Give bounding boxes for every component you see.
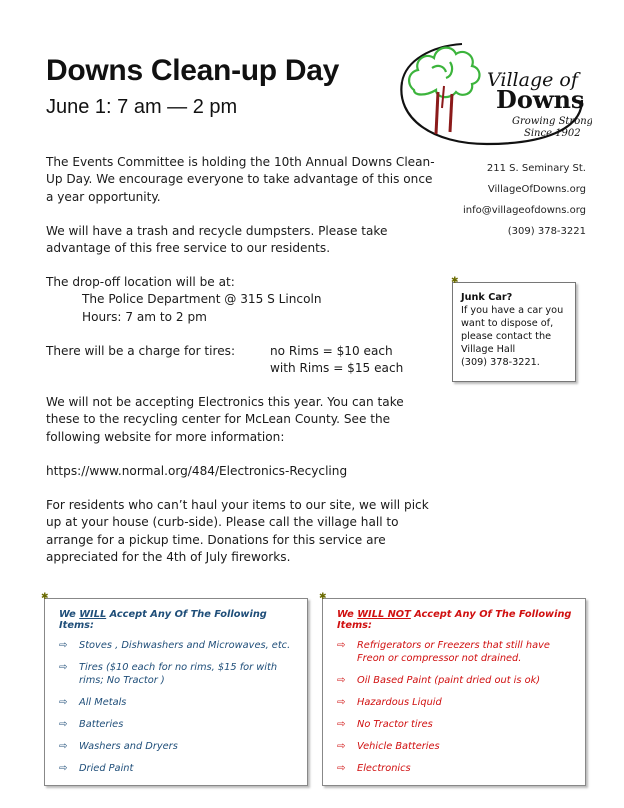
location-paragraph	[46, 274, 436, 326]
list-item	[59, 762, 297, 775]
list-item	[59, 718, 297, 731]
list-item	[337, 762, 575, 775]
list-item-text: No Tractor tires	[357, 719, 433, 730]
arrow-icon: ⇨	[59, 741, 68, 752]
list-item-text: Dried Paint	[79, 763, 134, 774]
arrow-icon: ⇨	[337, 763, 346, 774]
arrow-icon: ⇨	[337, 697, 346, 708]
logo-graphic	[392, 38, 592, 150]
list-item	[337, 718, 575, 731]
list-item-text: Refrigerators or Freezers that still have Freon or compressor not drained.	[357, 640, 550, 664]
arrow-icon: ⇨	[59, 763, 68, 774]
arrow-icon: ⇨	[59, 662, 68, 673]
tire-charge-label: There will be a charge for tires:	[46, 343, 236, 358]
rejected-items-box	[319, 592, 586, 786]
junk-car-phone: (309) 378-3221.	[461, 357, 540, 368]
rejected-list	[337, 639, 575, 775]
list-item	[59, 639, 297, 652]
accepted-list	[59, 639, 297, 775]
list-item	[59, 696, 297, 709]
logo-tagline: Growing Strong	[512, 116, 592, 127]
location-intro: The drop-off location will be at:	[46, 275, 235, 290]
pushpin-icon: ✱	[41, 592, 49, 602]
website-link[interactable]: VillageOfDowns.org	[487, 184, 586, 195]
logo-line2: Downs	[496, 85, 585, 114]
pushpin-icon: ✱	[451, 276, 459, 286]
list-item-text: Vehicle Batteries	[357, 741, 440, 752]
accepted-items-box	[41, 592, 308, 786]
phone: (309) 378-3221	[507, 226, 586, 237]
pickup-paragraph: For residents who can’t haul your items to our site, we will pick up at your house (curb-side). Please call the village hall to arrange for a pickup time. Donations for this service are appreciated for the 4th of July fireworks.	[46, 497, 429, 564]
email-link[interactable]: info@villageofdowns.org	[462, 205, 586, 216]
list-item-text: Hazardous Liquid	[357, 697, 442, 708]
accepted-heading: We WILL Accept Any Of The Following Items:	[59, 609, 267, 631]
rejected-heading: We WILL NOT Accept Any Of The Following Items:	[337, 609, 572, 631]
location-address: The Police Department @ 315 S Lincoln	[82, 292, 322, 307]
tire-no-rims: no Rims = $10 each	[270, 343, 393, 358]
village-logo	[392, 38, 592, 150]
arrow-icon: ⇨	[337, 719, 346, 730]
list-item	[59, 740, 297, 753]
arrow-icon: ⇨	[337, 675, 346, 686]
electronics-url[interactable]: https://www.normal.org/484/Electronics-Recycling	[46, 463, 348, 478]
junk-car-text: If you have a car you want to dispose of, please contact the Village Hall	[461, 305, 564, 355]
electronics-paragraph: We will not be accepting Electronics this year. You can take these to the recycling center for McLean County. See the following website for more information:	[46, 395, 404, 444]
list-item	[337, 740, 575, 753]
list-item	[59, 661, 297, 687]
arrow-icon: ⇨	[337, 640, 346, 651]
logo-since: Since 1902	[524, 128, 581, 139]
arrow-icon: ⇨	[59, 697, 68, 708]
dumpster-paragraph: We will have a trash and recycle dumpsters. Please take advantage of this free service to our residents.	[46, 223, 388, 256]
logo-line1: Village of	[487, 69, 578, 91]
list-item-text: Washers and Dryers	[79, 741, 178, 752]
list-item-text: Oil Based Paint (paint dried out is ok)	[357, 675, 541, 686]
intro-paragraph: The Events Committee is holding the 10th Annual Downs Clean-Up Day. We encourage everyone to take advantage of this once a year opportunity.	[46, 155, 435, 204]
tire-with-rims: with Rims = $15 each	[270, 361, 404, 376]
list-item-text: Electronics	[357, 763, 411, 774]
list-item-text: Batteries	[79, 719, 124, 730]
pushpin-icon: ✱	[319, 592, 327, 602]
arrow-icon: ⇨	[59, 719, 68, 730]
arrow-icon: ⇨	[337, 741, 346, 752]
list-item	[337, 696, 575, 709]
list-item	[337, 674, 575, 687]
tire-charge	[46, 343, 436, 378]
location-hours: Hours: 7 am to 2 pm	[82, 309, 207, 324]
arrow-icon: ⇨	[59, 640, 68, 651]
page-title: Downs Clean-up Day	[46, 54, 339, 87]
list-item-text: Stoves , Dishwashers and Microwaves, etc.	[79, 640, 291, 651]
list-item-text: Tires ($10 each for no rims, $15 for with rims; No Tractor )	[79, 662, 278, 686]
main-text	[46, 154, 436, 583]
event-date-time: June 1: 7 am — 2 pm	[46, 96, 238, 118]
list-item-text: All Metals	[79, 697, 127, 708]
junk-car-heading: Junk Car?	[461, 292, 513, 303]
junk-car-note	[451, 276, 576, 382]
address: 211 S. Seminary St.	[486, 163, 586, 174]
contact-info	[463, 158, 586, 242]
list-item	[337, 639, 575, 665]
